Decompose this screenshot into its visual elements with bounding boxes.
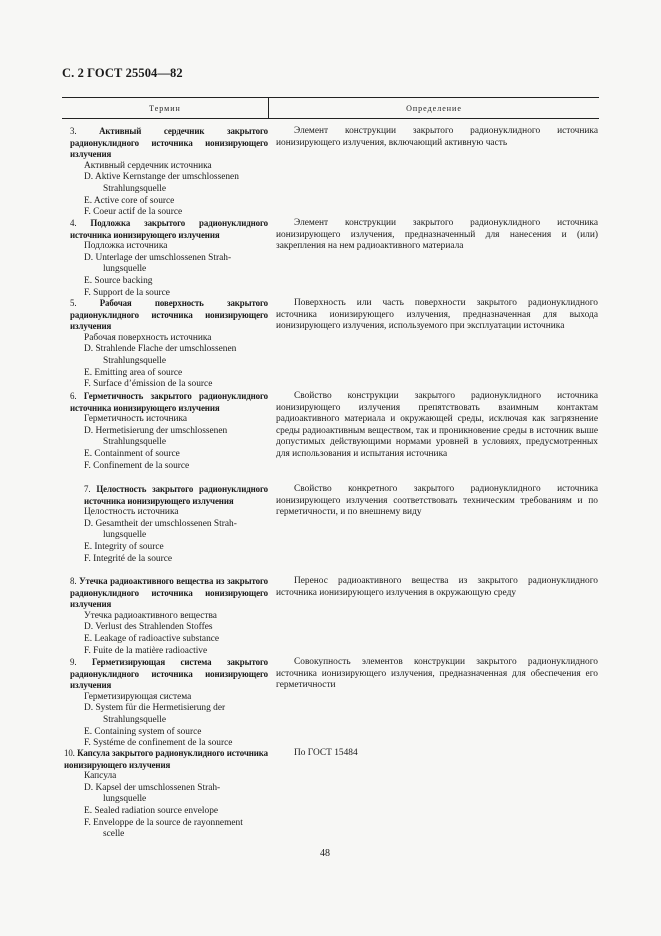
term-en: E. Source backing — [84, 275, 153, 286]
term-synonym: Целостность источника — [84, 507, 179, 518]
page-number: 48 — [320, 848, 330, 859]
term-en: E. Containing system of source — [84, 726, 202, 737]
term-de-cont: Strahlungsquelle — [103, 437, 167, 448]
term-en: E. Containment of source — [84, 448, 180, 459]
term-entry-9: 9. Герметизирующая система закрытого радионуклидного источника ионизирующего излучения Герметизирующая система D. System für die Hermetisierung der Strahlungsquelle E. Containing system of source F. Systéme de confinement de la source — [70, 657, 268, 749]
term-entry-10: 10. Капсула закрытого радионуклидного источника ионизирующего излучения Капсула D. Kapsel der umschlossenen Strah- lungsquelle E. Sealed radiation source envelope F. Enveloppe de la source de rayonnement scelle — [64, 748, 268, 840]
column-header-terms: Термин — [149, 104, 181, 113]
term-de: D. Kapsel der umschlossenen Strah- — [84, 782, 221, 793]
term-de-cont: lungsquelle — [103, 530, 147, 541]
term-de-cont: lungsquelle — [103, 794, 147, 805]
definition-6: Свойство конструкции закрытого радионуклидного источника ионизирующего излучения препятствовать взаимным контактам радиоактивного материала и окружающей среды, исключая как загрязнение среды радиоактивным веществом, так и проникновение среды в источник выше допустимых действующими нормами уровней в условиях, предусмотренных для использования и испытания источника — [276, 391, 598, 459]
term-title: Герметизирующая система закрытого радионуклидного источника ионизирующего излучения — [70, 657, 268, 691]
term-synonym: Рабочая поверхность источника — [84, 332, 212, 343]
term-fr: F. Enveloppe de la source de rayonnement — [84, 817, 243, 828]
term-fr: F. Integrité de la source — [84, 553, 173, 564]
term-de-cont: Strahlungsquelle — [103, 183, 167, 194]
definition-5: Поверхность или часть поверхности закрытого радионуклидного источника ионизирующего излучения, предназначенная для выхода ионизирующего излучения, используемого при эксплуатации источника — [276, 298, 598, 332]
term-entry-3: 3. Активный сердечник закрытого радионуклидного источника ионизирующего излучения Активный сердечник источника D. Aktive Kernstange der umschlossenen Strahlungsquelle E. Active core of source F. Coeur actif de la source — [70, 126, 268, 218]
term-title: Подложка закрытого радионуклидного источника ионизирующего излучения — [70, 218, 268, 240]
term-fr: F. Confinement de la source — [84, 460, 190, 471]
term-synonym: Герметизирующая система — [84, 691, 192, 702]
definition-10: По ГОСТ 15484 — [294, 748, 358, 758]
term-de: D. Aktive Kernstange der umschlossenen — [84, 172, 239, 183]
term-title: Целостность закрытого радионуклидного источника ионизирующего излучения — [84, 484, 268, 506]
term-de-cont: Strahlungsquelle — [103, 714, 167, 725]
term-entry-4: 4. Подложка закрытого радионуклидного источника ионизирующего излучения Подложка источника D. Unterlage der umschlossenen Strah- lungsquelle E. Source backing F. Support de la source — [70, 218, 268, 298]
term-title: Активный сердечник закрытого радионуклидного источника ионизирующего излучения — [70, 126, 268, 160]
term-title: Капсула закрытого радионуклидного источника ионизирующего излучения — [64, 748, 268, 770]
term-de: D. Hermetisierung der umschlossenen — [84, 425, 228, 436]
term-de: D. Gesamtheit der umschlossenen Strah- — [84, 518, 237, 529]
term-fr: F. Fuite de la matière radioactive — [84, 645, 208, 656]
column-header-definition: Определение — [406, 104, 462, 113]
term-title: Герметичность закрытого радионуклидного источника ионизирующего излучения — [70, 391, 268, 413]
term-entry-5: 5. Рабочая поверхность закрытого радионуклидного источника ионизирующего излучения Рабочая поверхность источника D. Strahlende Flache der umschlossenen Strahlungsquelle E. Emitting area of source F. Surface d’émission de la source — [70, 298, 268, 390]
term-en: E. Leakage of radioactive substance — [84, 633, 220, 644]
definition-9: Совокупность элементов конструкции закрытого радионуклидного источника ионизирующего излучения, предназначенная для обеспечения его герметичности — [276, 657, 598, 691]
term-de-cont: Strahlungsquelle — [103, 355, 167, 366]
page-header: С. 2 ГОСТ 25504—82 — [62, 66, 183, 80]
term-synonym: Герметичность источника — [84, 414, 188, 425]
term-fr: F. Support de la source — [84, 287, 170, 298]
term-fr: F. Surface d’émission de la source — [84, 379, 213, 390]
term-synonym: Утечка радиоактивного вещества — [84, 610, 217, 621]
definition-4: Элемент конструкции закрытого радионуклидного источника ионизирующего излучения, предназначенный для нанесения и (или) закрепления на нем радиоактивного материала — [276, 218, 598, 252]
term-de-cont: lungsquelle — [103, 264, 147, 275]
table-header-rule — [62, 118, 599, 119]
term-synonym: Активный сердечник источника — [84, 160, 212, 171]
term-title: Утечка радиоактивного вещества из закрытого радионуклидного источника ионизирующего излучения — [70, 576, 268, 610]
term-synonym: Капсула — [84, 771, 117, 782]
term-de: D. Unterlage der umschlossenen Strah- — [84, 252, 232, 263]
term-de: D. System für die Hermetisierung der — [84, 703, 226, 714]
term-en: E. Emitting area of source — [84, 367, 183, 378]
term-de: D. Verlust des Strahlenden Stoffes — [84, 622, 213, 633]
definition-8: Перенос радиоактивного вещества из закрытого радионуклидного источника ионизирующего излучения в окружающую среду — [276, 576, 598, 598]
term-en: E. Sealed radiation source envelope — [84, 805, 219, 816]
term-entry-7: 7. Целостность закрытого радионуклидного источника ионизирующего излучения Целостность источника D. Gesamtheit der umschlossenen Strah- lungsquelle E. Integrity of source F. Integrité de la source — [70, 484, 268, 565]
term-en: E. Active core of source — [84, 195, 175, 206]
term-title: Рабочая поверхность закрытого радионуклидного источника ионизирующего излучения — [70, 298, 268, 332]
term-entry-8: 8. Утечка радиоактивного вещества из закрытого радионуклидного источника ионизирующего излучения Утечка радиоактивного вещества D. Verlust des Strahlenden Stoffes E. Leakage of radioactive substance F. Fuite de la matière radioactive — [70, 576, 268, 656]
term-en: E. Integrity of source — [84, 541, 164, 552]
term-fr-cont: scelle — [103, 829, 125, 840]
term-fr: F. Systéme de confinement de la source — [84, 738, 233, 749]
term-de: D. Strahlende Flache der umschlossenen — [84, 344, 237, 355]
term-synonym: Подложка источника — [84, 241, 168, 252]
term-fr: F. Coeur actif de la source — [84, 207, 183, 218]
definition-3: Элемент конструкции закрытого радионуклидного источника ионизирующего излучения, включающий активную часть — [276, 126, 598, 148]
term-entry-6: 6. Герметичность закрытого радионуклидного источника ионизирующего излучения Герметичность источника D. Hermetisierung der umschlossenen Strahlungsquelle E. Containment of source F. Confinement de la source — [70, 391, 268, 471]
definition-7: Свойство конкретного закрытого радионуклидного источника ионизирующего излучения соответствовать техническим требованиям и по герметичности, и по внешнему виду — [276, 484, 598, 518]
table-top-rule — [62, 97, 599, 98]
